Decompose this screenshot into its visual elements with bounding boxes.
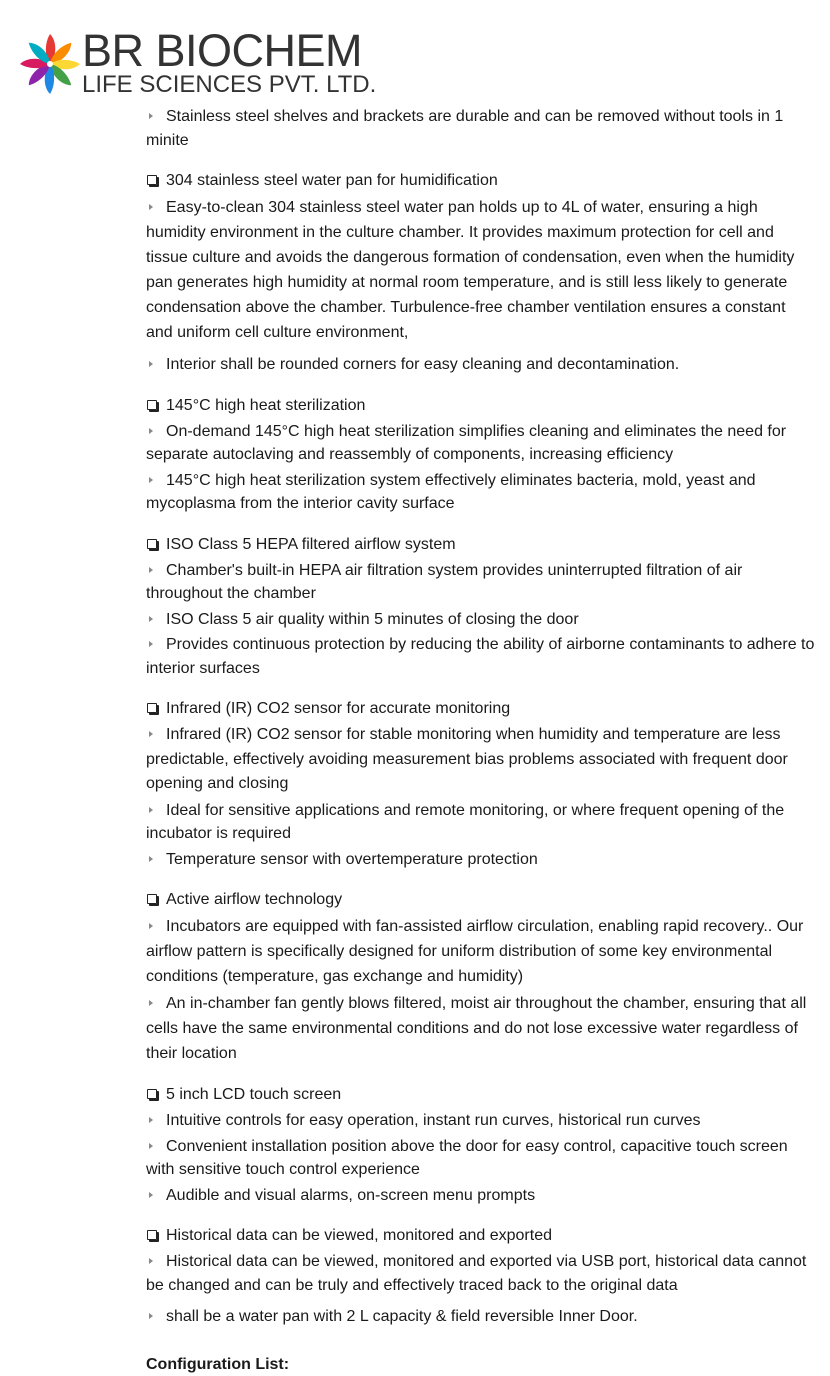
section-water-pan — [146, 169, 816, 377]
bullet-text: Convenient installation position above the door for easy control, capacitive touch screen with sensitive touch control experience — [146, 1138, 788, 1179]
bullet-text: An in-chamber fan gently blows filtered, moist air throughout the chamber, ensuring that all cells have the same environmental conditions and do not lose excessive water regardless of their location — [146, 995, 806, 1062]
bullet-arrow-icon — [149, 923, 153, 929]
brand-name: BR BIOCHEM — [82, 26, 362, 76]
bullet-item — [146, 633, 816, 680]
bullet-arrow-icon — [149, 856, 153, 862]
bullet-arrow-icon — [149, 1117, 153, 1123]
section-heading-text: 5 inch LCD touch screen — [166, 1086, 341, 1103]
bullet-item — [146, 1250, 816, 1297]
document-body — [146, 103, 816, 1376]
bullet-arrow-icon — [149, 616, 153, 622]
bullet-item — [146, 848, 816, 872]
bullet-item — [146, 991, 816, 1066]
bullet-arrow-icon — [149, 1258, 153, 1264]
bullet-item — [146, 559, 816, 606]
section-heading-text: 145°C high heat sterilization — [166, 397, 365, 414]
bullet-arrow-icon — [149, 641, 153, 647]
bullet-item — [146, 723, 816, 797]
section-heading — [146, 169, 816, 193]
bullet-item — [146, 608, 816, 632]
bullet-text: Stainless steel shelves and brackets are durable and can be removed without tools in 1 minite — [146, 108, 783, 149]
section-heading — [146, 1083, 816, 1107]
section-active-airflow — [146, 888, 816, 1066]
section-heading-text: Infrared (IR) CO2 sensor for accurate monitoring — [166, 700, 510, 717]
bullet-text: 145°C high heat sterilization system effectively eliminates bacteria, mold, yeast and mycoplasma from the interior cavity surface — [146, 472, 756, 513]
bullet-arrow-icon — [149, 361, 153, 367]
checkbox-square-icon — [147, 400, 157, 410]
bullet-arrow-icon — [149, 807, 153, 813]
section-heading-text: Historical data can be viewed, monitored and exported — [166, 1227, 552, 1244]
section-heading-text: Active airflow technology — [166, 891, 342, 908]
section-co2-sensor — [146, 697, 816, 871]
checkbox-square-icon — [147, 175, 157, 185]
bullet-arrow-icon — [149, 477, 153, 483]
section-heading-text: ISO Class 5 HEPA filtered airflow system — [166, 536, 456, 553]
bullet-text: Incubators are equipped with fan-assisted airflow circulation, enabling rapid recovery.. Our airflow pattern is specifically designed for uniform distribution of some key environmental conditions (temperature, gas exchange and humidity) — [146, 918, 803, 985]
bullet-text: Ideal for sensitive applications and remote monitoring, or where frequent opening of the incubator is required — [146, 802, 784, 843]
bullet-arrow-icon — [149, 1192, 153, 1198]
bullet-text: Provides continuous protection by reducing the ability of airborne contaminants to adhere to interior surfaces — [146, 636, 814, 677]
bullet-item — [146, 420, 816, 467]
section-historical-data — [146, 1224, 816, 1329]
section-heading — [146, 697, 816, 721]
bullet-item — [146, 1184, 816, 1208]
bullet-text: Historical data can be viewed, monitored and exported via USB port, historical data cannot be changed and can be truly and effectively traced back to the original data — [146, 1253, 806, 1294]
bullet-text: Easy-to-clean 304 stainless steel water pan holds up to 4L of water, ensuring a high humidity environment in the culture chamber. It provides maximum protection for cell and tissue culture and avoids the dangerous formation of condensation, even when the humidity pan generates high humidity at normal room temperature, and is still less likely to generate condensation above the chamber. Turbulence-free chamber ventilation ensures a constant and uniform cell culture environment, — [146, 199, 794, 341]
bullet-item — [146, 914, 816, 989]
bullet-arrow-icon — [149, 567, 153, 573]
section-heat-sterilization — [146, 394, 816, 516]
bullet-item — [146, 1135, 816, 1182]
bullet-text: On-demand 145°C high heat sterilization simplifies cleaning and eliminates the need for separate autoclaving and reassembly of components, increasing efficiency — [146, 423, 786, 464]
bullet-item — [146, 469, 816, 516]
bullet-text: Temperature sensor with overtemperature protection — [166, 851, 538, 868]
logo-center — [47, 61, 53, 67]
checkbox-square-icon — [147, 703, 157, 713]
bullet-text: Interior shall be rounded corners for easy cleaning and decontamination. — [166, 356, 679, 373]
bullet-arrow-icon — [149, 204, 153, 210]
section-hepa-airflow — [146, 533, 816, 681]
bullet-item — [146, 195, 816, 345]
checkbox-square-icon — [147, 539, 157, 549]
bullet-item — [146, 1305, 816, 1329]
bullet-item — [146, 353, 816, 377]
checkbox-square-icon — [147, 1089, 157, 1099]
bullet-text: Infrared (IR) CO2 sensor for stable monitoring when humidity and temperature are less predictable, effectively avoiding measurement bias problems associated with frequent door opening and closing — [146, 726, 788, 792]
bullet-arrow-icon — [149, 1313, 153, 1319]
bullet-text: Audible and visual alarms, on-screen menu prompts — [166, 1187, 535, 1204]
brand-tagline: LIFE SCIENCES PVT. LTD. — [82, 72, 376, 98]
bullet-item — [146, 105, 816, 152]
flower-logo-icon — [20, 28, 80, 98]
section-heading — [146, 1224, 816, 1248]
section-heading — [146, 533, 816, 557]
bullet-text: Chamber's built-in HEPA air filtration system provides uninterrupted filtration of air throughout the chamber — [146, 562, 742, 603]
bullet-text: shall be a water pan with 2 L capacity & field reversible Inner Door. — [166, 1308, 638, 1325]
section-heading — [146, 888, 816, 912]
bullet-text: Intuitive controls for easy operation, instant run curves, historical run curves — [166, 1112, 700, 1129]
bullet-arrow-icon — [149, 1000, 153, 1006]
bullet-item — [146, 799, 816, 846]
bullet-text: ISO Class 5 air quality within 5 minutes of closing the door — [166, 611, 579, 628]
checkbox-square-icon — [147, 1230, 157, 1240]
bullet-arrow-icon — [149, 428, 153, 434]
section-heading-text: 304 stainless steel water pan for humidification — [166, 172, 498, 189]
intro-section — [146, 105, 816, 152]
section-heading — [146, 394, 816, 418]
bullet-arrow-icon — [149, 731, 153, 737]
section-lcd-touch-screen — [146, 1083, 816, 1207]
bullet-arrow-icon — [149, 1143, 153, 1149]
bullet-arrow-icon — [149, 113, 153, 119]
bullet-item — [146, 1109, 816, 1133]
configuration-list-heading: Configuration List: — [146, 1353, 816, 1376]
checkbox-square-icon — [147, 894, 157, 904]
